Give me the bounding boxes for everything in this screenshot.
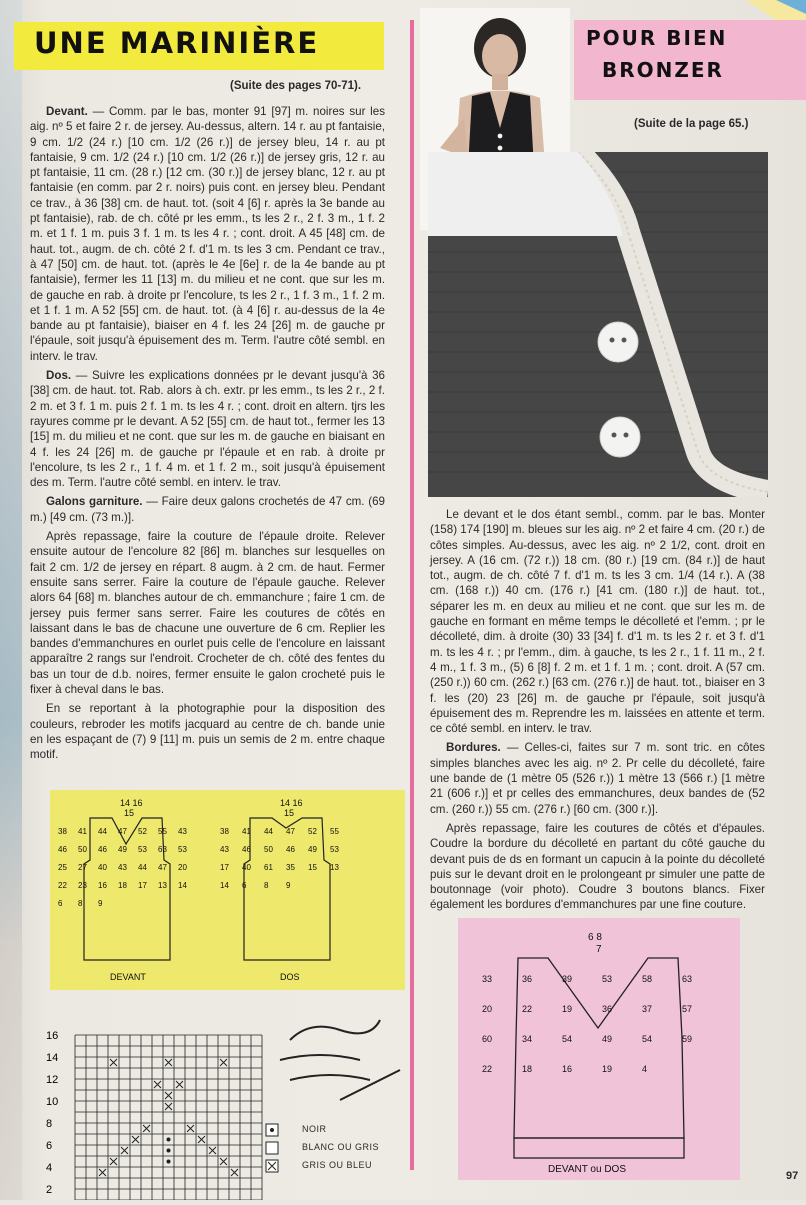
yellow-top-numbers-dos: 14 16 <box>280 798 303 808</box>
legend-gris-bleu: GRIS OU BLEU <box>302 1160 373 1170</box>
grid-mark-cross <box>198 1136 205 1143</box>
galons-paragraph <box>30 494 385 525</box>
devant-value: 18 <box>118 881 127 890</box>
dos-value: 9 <box>286 881 291 890</box>
legend-blanc-gris: BLANC OU GRIS <box>302 1142 380 1152</box>
left-title: UNE MARINIÈRE <box>34 26 320 60</box>
dos-value: 14 <box>220 881 229 890</box>
devant-value: 44 <box>138 863 147 872</box>
devant-value: 53 <box>178 845 187 854</box>
grid-mark-cross <box>176 1081 183 1088</box>
devant-value: 46 <box>58 845 67 854</box>
pattern-diagram-drawing <box>50 790 405 990</box>
pink-value: 19 <box>562 1004 573 1014</box>
column-divider <box>410 20 414 1170</box>
devant-value: 27 <box>78 863 87 872</box>
grid-mark-dot <box>167 1160 171 1164</box>
grid-y-tick: 8 <box>46 1118 53 1130</box>
grid-y-tick: 10 <box>46 1096 59 1108</box>
dos-value: 15 <box>308 863 317 872</box>
yellow-width-15: 15 <box>124 808 135 818</box>
devant-value: 13 <box>158 881 167 890</box>
pink-diagram-drawing <box>458 918 740 1180</box>
dos-value: 13 <box>330 863 339 872</box>
devant-value: 43 <box>178 827 187 836</box>
dos-value: 52 <box>308 827 317 836</box>
devant-value: 38 <box>58 827 67 836</box>
stitch-illustration <box>280 1020 400 1100</box>
pink-value: 22 <box>482 1064 493 1074</box>
dos-value: 53 <box>330 845 339 854</box>
bordures-paragraph <box>430 740 765 816</box>
grid-mark-cross <box>187 1125 194 1132</box>
galons-heading: Galons garniture. <box>46 495 143 509</box>
grid-mark-cross <box>132 1136 139 1143</box>
dos-text: — Suivre les explications données pr le devant jusqu'à 36 [38] cm. de haut. tot. Rab. alors à ch. extr. pr les emm., ts les 2 r., 2 f. 2 m. et 3 f. 1 m. puis 2 f. 1 m. ts les 4 r. ; cont. droit en altern. tjrs les rayures comme pr le devant. A 52 [55] cm. de haut tot., fermer les 13 [15] m. du milieu et ne cont. que sur les m. de gauche en biaisant en 4 f. les 24 [26] m. de gauche pr l'épaule et en rab. à droite pr l'encolure, ts les 2 r., 1 f. 4 m. et 1 f. 2 m., soit jusqu'à épuisement des m. Term. l'autre côté sembl. en interv. le trav. <box>30 369 385 490</box>
dos-value: 35 <box>286 863 295 872</box>
page-edge-shadow <box>0 0 22 1200</box>
pink-value: 37 <box>642 1004 653 1014</box>
pink-value: 22 <box>522 1004 533 1014</box>
pink-value: 54 <box>562 1034 573 1044</box>
dos-value: 46 <box>286 845 295 854</box>
grid-y-tick: 14 <box>46 1052 59 1064</box>
pink-value: 19 <box>602 1064 613 1074</box>
dos-value: 40 <box>242 863 251 872</box>
devant-value: 6 <box>58 899 63 908</box>
yellow-top-numbers: 14 16 <box>120 798 143 808</box>
pink-value: 57 <box>682 1004 693 1014</box>
grid-y-tick: 4 <box>46 1162 53 1174</box>
yellow-width-15-dos: 15 <box>284 808 295 818</box>
dos-value: 44 <box>264 827 273 836</box>
pink-value: 16 <box>562 1064 573 1074</box>
devant-text: — Comm. par le bas, monter 91 [97] m. noires sur les aig. nº 5 et faire 2 r. de jersey. Au-dessus, altern. 14 r. au pt fantaisie, 9 cm. 1/2 (24 r.) [10 cm. 1/2 (26 r.)] de jersey bleu, 14 r. au pt fantaisie, 9 cm. 1/2 (24 r.) [10 cm. 1/2 (26 r.)] de jersey gris, 12 r. au pt fantaisie, 11 cm. (28 r.) [12 cm. (30 r.)] de jersey blanc, 12 r. au pt fantaisie (en comm. par 2 r. noirs) puis cont. en jersey bleu. Pendant ce trav., à 36 [38] cm. de haut. tot. (soit 4 [6] r. après la 3e bande au pt fantaisie), rab. de ch. côté pr les emm., ts les 2 r., 2 f. 3 m., 1 f. 2 m. et 1 f. 1 m. puis 3 f. 1 m. ts les 4 r. ; cont. droit. A 45 [48] cm. de haut. tot., augm. de ch. côté 2 f. d'1 m. ts les 3 cm. Pendant ce trav., à 47 [50] cm. de haut. tot. (après le 4e [6e] r. de la 4e bande au pt fantaisie), fermer les 11 [13] m. du milieu et ne cont. que sur les m. de gauche en rab. à droite pr l'encolure, ts les 2 r., 1 f. 3 m., 1 f. 2 m. et 1 f. 1 m. A 52 [55] cm. de haut. tot. (à 4 [6] r. au-dessus de la 4e bande au pt fantaisie), biaiser en 4 f. les 24 [26] m. de gauche pr l'épaule, soit jusqu'à épuisement des m. Term. l'autre côté sembl. en interv. le trav. <box>30 105 385 363</box>
devant-value: 44 <box>98 827 107 836</box>
pink-value: 36 <box>522 974 533 984</box>
grid-mark-cross <box>209 1147 216 1154</box>
dos-paragraph <box>30 368 385 490</box>
pink-value: 60 <box>482 1034 493 1044</box>
dos-value: 17 <box>220 863 229 872</box>
grid-mark-cross <box>110 1059 117 1066</box>
dos-value: 38 <box>220 827 229 836</box>
devant-value: 46 <box>98 845 107 854</box>
dos-heading: Dos. <box>46 369 72 383</box>
grid-mark-dot <box>167 1149 171 1153</box>
dos-value: 41 <box>242 827 251 836</box>
left-text-column <box>30 104 385 766</box>
grid-y-tick: 12 <box>46 1074 59 1086</box>
pink-value: 33 <box>482 974 493 984</box>
devant-value: 52 <box>138 827 147 836</box>
bordures-text: — Celles-ci, faites sur 7 m. sont tric. en côtes simples blanches avec les aig. nº 2. Pr celle du décolleté, faire une bande de (1 mètre 05 (526 r.)) 1 mètre 13 (566 r.) [1 mètre 21 (606 r.)] et pr celles des emmanchures, deux bandes de (52 cm. (260 r.)) 55 cm. (276 r.) [60 cm. (300 r.)]. <box>430 741 765 816</box>
grid-mark-cross <box>231 1169 238 1176</box>
left-title-band <box>14 22 384 70</box>
legend-noir: NOIR <box>302 1124 327 1134</box>
devant-value: 22 <box>58 881 67 890</box>
dos-value: 50 <box>264 845 273 854</box>
pink-value: 4 <box>642 1064 648 1074</box>
devant-value: 43 <box>118 863 127 872</box>
dos-value: 6 <box>242 881 247 890</box>
devant-value: 53 <box>138 845 147 854</box>
grid-y-tick: 16 <box>46 1030 59 1042</box>
photo-knit-detail <box>428 152 768 497</box>
galons-text: — Faire deux galons crochetés de 47 cm. (69 m.) [49 cm. (73 m.)]. <box>30 495 385 524</box>
page-number: 97 <box>786 1170 799 1182</box>
pink-value: 63 <box>682 974 693 984</box>
grid-mark-cross <box>110 1158 117 1165</box>
pink-value: 58 <box>642 974 653 984</box>
grid-mark-cross <box>165 1092 172 1099</box>
pattern-diagram-yellow <box>50 790 405 990</box>
devant-value: 9 <box>98 899 103 908</box>
grid-y-tick: 2 <box>46 1184 53 1196</box>
grid-mark-cross <box>154 1081 161 1088</box>
legend-swatches <box>262 1120 292 1195</box>
devant-value: 50 <box>78 845 87 854</box>
pink-value: 36 <box>602 1004 613 1014</box>
bordures-heading: Bordures. <box>446 741 501 755</box>
pink-value: 53 <box>602 974 613 984</box>
dos-value: 55 <box>330 827 339 836</box>
devant-value: 23 <box>78 881 87 890</box>
dos-value: 49 <box>308 845 317 854</box>
dos-value: 8 <box>264 881 269 890</box>
pink-top-numbers: 6 8 <box>588 932 602 943</box>
pink-value: 20 <box>482 1004 493 1014</box>
devant-value: 47 <box>158 863 167 872</box>
devant-value: 20 <box>178 863 187 872</box>
left-suite: (Suite des pages 70-71). <box>230 80 362 92</box>
right-title-line-2: BRONZER <box>602 58 724 82</box>
devant-value: 40 <box>98 863 107 872</box>
dos-value: 43 <box>220 845 229 854</box>
dos-label: DOS <box>280 972 300 982</box>
grid-mark-cross <box>220 1158 227 1165</box>
right-title-band <box>574 20 806 100</box>
devant-value: 47 <box>118 827 127 836</box>
devant-value: 17 <box>138 881 147 890</box>
devant-paragraph <box>30 104 385 364</box>
devant-label: DEVANT <box>110 972 146 982</box>
grid-mark-cross <box>121 1147 128 1154</box>
pattern-diagram-pink <box>458 918 740 1180</box>
grid-y-tick: 6 <box>46 1140 53 1152</box>
grid-mark-cross <box>143 1125 150 1132</box>
pink-value: 54 <box>642 1034 653 1044</box>
devant-value: 16 <box>98 881 107 890</box>
devant-value: 25 <box>58 863 67 872</box>
devant-value: 63 <box>158 845 167 854</box>
photo-paragraph: En se reportant à la photographie pour la disposition des couleurs, rebroder les motifs jacquard au centre de ch. bande unie en les espaçant de (7) 9 [11] m. puis un semis de 2 m. entre chaque motif. <box>30 702 385 762</box>
final-paragraph: Après repassage, faire les coutures de côtés et d'épaules. Coudre la bordure du décolleté en partant du côté gauche du devant puis de ds en formant un capucin à la pointe du décolleté puis sur le devant droit en le prolongeant pr simuler une patte de boutonnage (voir photo). Coudre 3 boutons blancs. Fixer également les bordures d'emmanchures par une fine couture. <box>430 821 765 912</box>
chart-legend <box>262 1120 407 1195</box>
grid-mark-cross <box>165 1059 172 1066</box>
grid-mark-cross <box>99 1169 106 1176</box>
dos-value: 47 <box>286 827 295 836</box>
devant-value: 41 <box>78 827 87 836</box>
devant-value: 55 <box>158 827 167 836</box>
repassage-paragraph: Après repassage, faire la couture de l'épaule droite. Relever ensuite autour de l'encolure 82 [86] m. blanches sur lesquelles on fait 2 cm. 1/2 de jersey en répart. 8 augm. à 2 cm. de haut. Fermer ensuite sans serrer. Faire la couture de l'épaule gauche. Relever alors 64 [68] m. blanches autour de ch. emmanchure ; faire 1 cm. de jersey puis fermer sans serrer. Faire les coutures de côtés en laissant dans le bas de chacune une ouverture de 6 cm. Replier les bandes d'emmanchures en ourlet puis celle de l'encolure en laissant apparaître 2 rangs sur l'endroit. Crocheter de ch. côté des fentes du bas un tour de d.b. noires, fermer ensuite le galon crocheté puis le fixer à cheval dans le bas. <box>30 530 385 696</box>
grid-mark-dot <box>167 1138 171 1142</box>
devant-value: 14 <box>178 881 187 890</box>
pink-value: 34 <box>522 1034 533 1044</box>
devant-value: 49 <box>118 845 127 854</box>
intro-paragraph: Le devant et le dos étant sembl., comm. par le bas. Monter (158) 174 [190] m. bleues sur les aig. nº 2 et faire 4 cm. (20 r.) de côtes simples. Au-dessus, avec les aig. nº 2 1/2, cont. droit en jersey. A (16 cm. (72 r.)) 18 cm. (80 r.) [19 cm. (84 r.)] de haut tot., augm. de ch. côté 7 f. d'1 m. ts les 3 cm. 1/4 (14 r.). A (38 cm. (168 r.)) 40 cm. (176 r.) [41 cm. (180 r.)] de haut. tot., séparer les m. en deux au milieu et ne cont. que sur les m. de gauche en formant en même temps le décolleté et l'emm. ; pr le décolleté, dim. à droite (30) 33 [34] f. d'1 m. ts les 2 r. et 3 f. d'1 m. ts les 4 r. ; pr l'emm., dim. à gauche, ts les 2 r., 1 f. 11 m., 2 f. 4 m., 1 f. 3 m., (5) 6 [8] f. 2 m. et 1 f. 1 m. ; cont. droit. A (57 cm. (250 r.)) 60 cm. (262 r.) [63 cm. (276 r.)] de haut. tot., biaiser en 3 f. les (20) 23 [26] m. de gauche pr l'épaule, soit jusqu'à épuisement des m. Reprendre les m. laissées en attente et term. ce côté sembl. en interv. le trav. <box>430 508 765 736</box>
pink-width-7: 7 <box>596 944 602 955</box>
pink-value: 18 <box>522 1064 533 1074</box>
right-title-line-1: POUR BIEN <box>586 26 728 50</box>
pink-value: 49 <box>602 1034 613 1044</box>
devant-value: 8 <box>78 899 83 908</box>
right-suite: (Suite de la page 65.) <box>634 118 749 130</box>
pink-value: 59 <box>682 1034 693 1044</box>
dos-value: 46 <box>242 845 251 854</box>
devant-heading: Devant. <box>46 105 88 118</box>
grid-mark-cross <box>165 1103 172 1110</box>
grid-mark-cross <box>220 1059 227 1066</box>
pink-diagram-label: DEVANT ou DOS <box>548 1164 626 1175</box>
right-text-column <box>430 507 765 917</box>
dos-value: 61 <box>264 863 273 872</box>
pink-value: 39 <box>562 974 573 984</box>
